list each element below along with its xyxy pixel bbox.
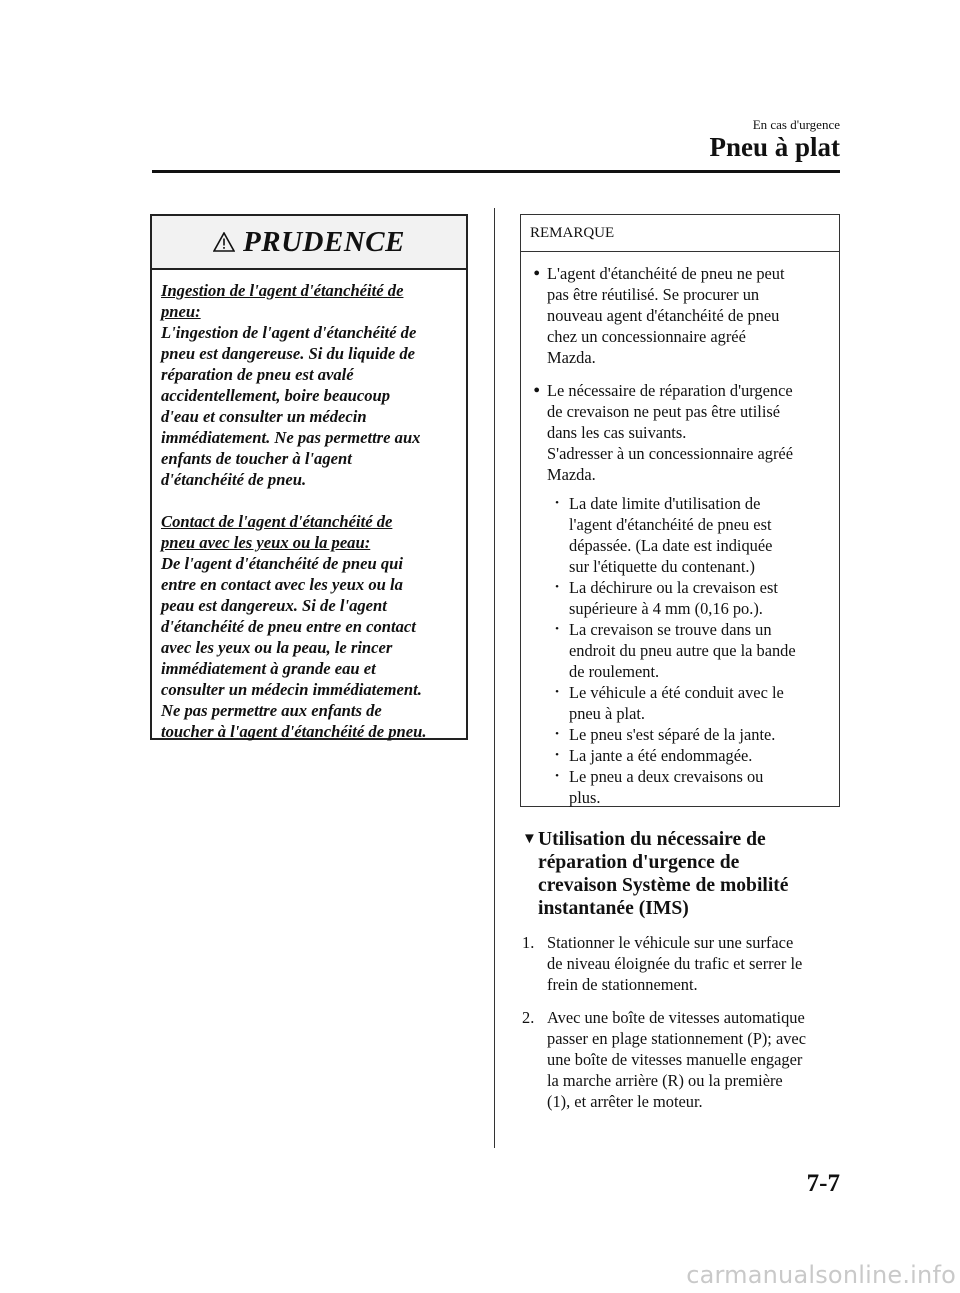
note-bullet-text: Le nécessaire de réparation d'urgence de crevaison ne peut pas être utilisé dans les cas suivants. S'adresser à un concessionnaire agréé Mazda.: [547, 381, 793, 484]
note-subitem: • La crevaison se trouve dans un endroit du pneu autre que la bande de roulement.: [521, 619, 839, 682]
bullet-dot-icon: •: [555, 728, 559, 740]
caution-box: [150, 214, 468, 740]
note-subitem: • Le pneu s'est séparé de la jante.: [521, 724, 839, 745]
section-heading-text: Utilisation du nécessaire de réparation d'urgence de crevaison Système de mobilité instantanée (IMS): [538, 829, 789, 919]
note-subitem: • La déchirure ou la crevaison est supérieure à 4 mm (0,16 po.).: [521, 577, 839, 619]
step-item: [522, 1007, 840, 1112]
bullet-dot-icon: ●: [533, 384, 540, 396]
step-text: Avec une boîte de vitesses automatique passer en plage stationnement (P); avec une boîte de vitesses manuelle engager la marche arrière (R) ou la première (1), et arrêter le moteur.: [547, 1008, 806, 1111]
step-number: 1.: [522, 933, 535, 952]
note-box: [520, 214, 840, 807]
caution-text-contact: De l'agent d'étanchéité de pneu qui entre en contact avec les yeux ou la peau est dangereux. Si de l'agent d'étanchéité de pneu entre en contact avec les yeux ou la peau, le rincer immédiatement à grande eau et consulter un médecin immédiatement. Ne pas permettre aux enfants de toucher à l'agent d'étanchéité de pneu.: [161, 554, 427, 741]
note-title: REMARQUE: [521, 215, 839, 252]
bullet-dot-icon: •: [555, 497, 559, 509]
step-item: [522, 932, 840, 995]
caution-body: [152, 270, 466, 742]
bullet-dot-icon: •: [555, 686, 559, 698]
caution-text-ingestion: L'ingestion de l'agent d'étanchéité de pneu est dangereuse. Si du liquide de réparation de pneu est avalé accidentellement, boire beaucoup d'eau et consulter un médecin immédiatement. Ne pas permettre aux enfants de toucher à l'agent d'étanchéité de pneu.: [161, 323, 421, 489]
step-number: 2.: [522, 1008, 535, 1027]
caution-header: [152, 216, 466, 270]
warning-triangle-icon: [213, 232, 235, 252]
note-bullet: [521, 380, 839, 485]
note-subitem: • La jante a été endommagée.: [521, 745, 839, 766]
note-bullet: [521, 263, 839, 368]
bullet-dot-icon: •: [555, 770, 559, 782]
note-subitem: • Le pneu a deux crevaisons ou plus.: [521, 766, 839, 808]
steps-list: [522, 932, 840, 1124]
bullet-dot-icon: •: [555, 749, 559, 761]
note-sublist: [521, 493, 839, 808]
watermark: carmanualsonline.info: [686, 1261, 956, 1289]
note-subitem: • La date limite d'utilisation de l'agent d'étanchéité de pneu est dépassée. (La date est indiquée sur l'étiquette du contenant.): [521, 493, 839, 577]
note-subitem: • Le véhicule a été conduit avec le pneu à plat.: [521, 682, 839, 724]
page-number: 7-7: [806, 1170, 840, 1197]
triangle-down-icon: ▼: [522, 831, 537, 847]
bullet-dot-icon: •: [555, 623, 559, 635]
header-rule: [152, 170, 840, 173]
section-header: En cas d'urgence: [752, 117, 840, 132]
bullet-dot-icon: •: [555, 581, 559, 593]
step-text: Stationner le véhicule sur une surface de niveau éloignée du trafic et serrer le frein de stationnement.: [547, 933, 803, 994]
column-divider: [494, 208, 495, 1148]
caution-heading-ingestion: Ingestion de l'agent d'étanchéité de pneu:: [161, 281, 404, 321]
note-body: [521, 252, 839, 808]
page-title: Pneu à plat: [709, 132, 840, 162]
caution-title: PRUDENCE: [243, 225, 405, 258]
section-heading: [522, 828, 840, 920]
bullet-dot-icon: ●: [533, 267, 540, 279]
note-bullet-text: L'agent d'étanchéité de pneu ne peut pas être réutilisé. Se procurer un nouveau agent d'étanchéité de pneu chez un concessionnaire agréé Mazda.: [547, 264, 785, 367]
caution-heading-contact: Contact de l'agent d'étanchéité de pneu avec les yeux ou la peau:: [161, 512, 393, 552]
